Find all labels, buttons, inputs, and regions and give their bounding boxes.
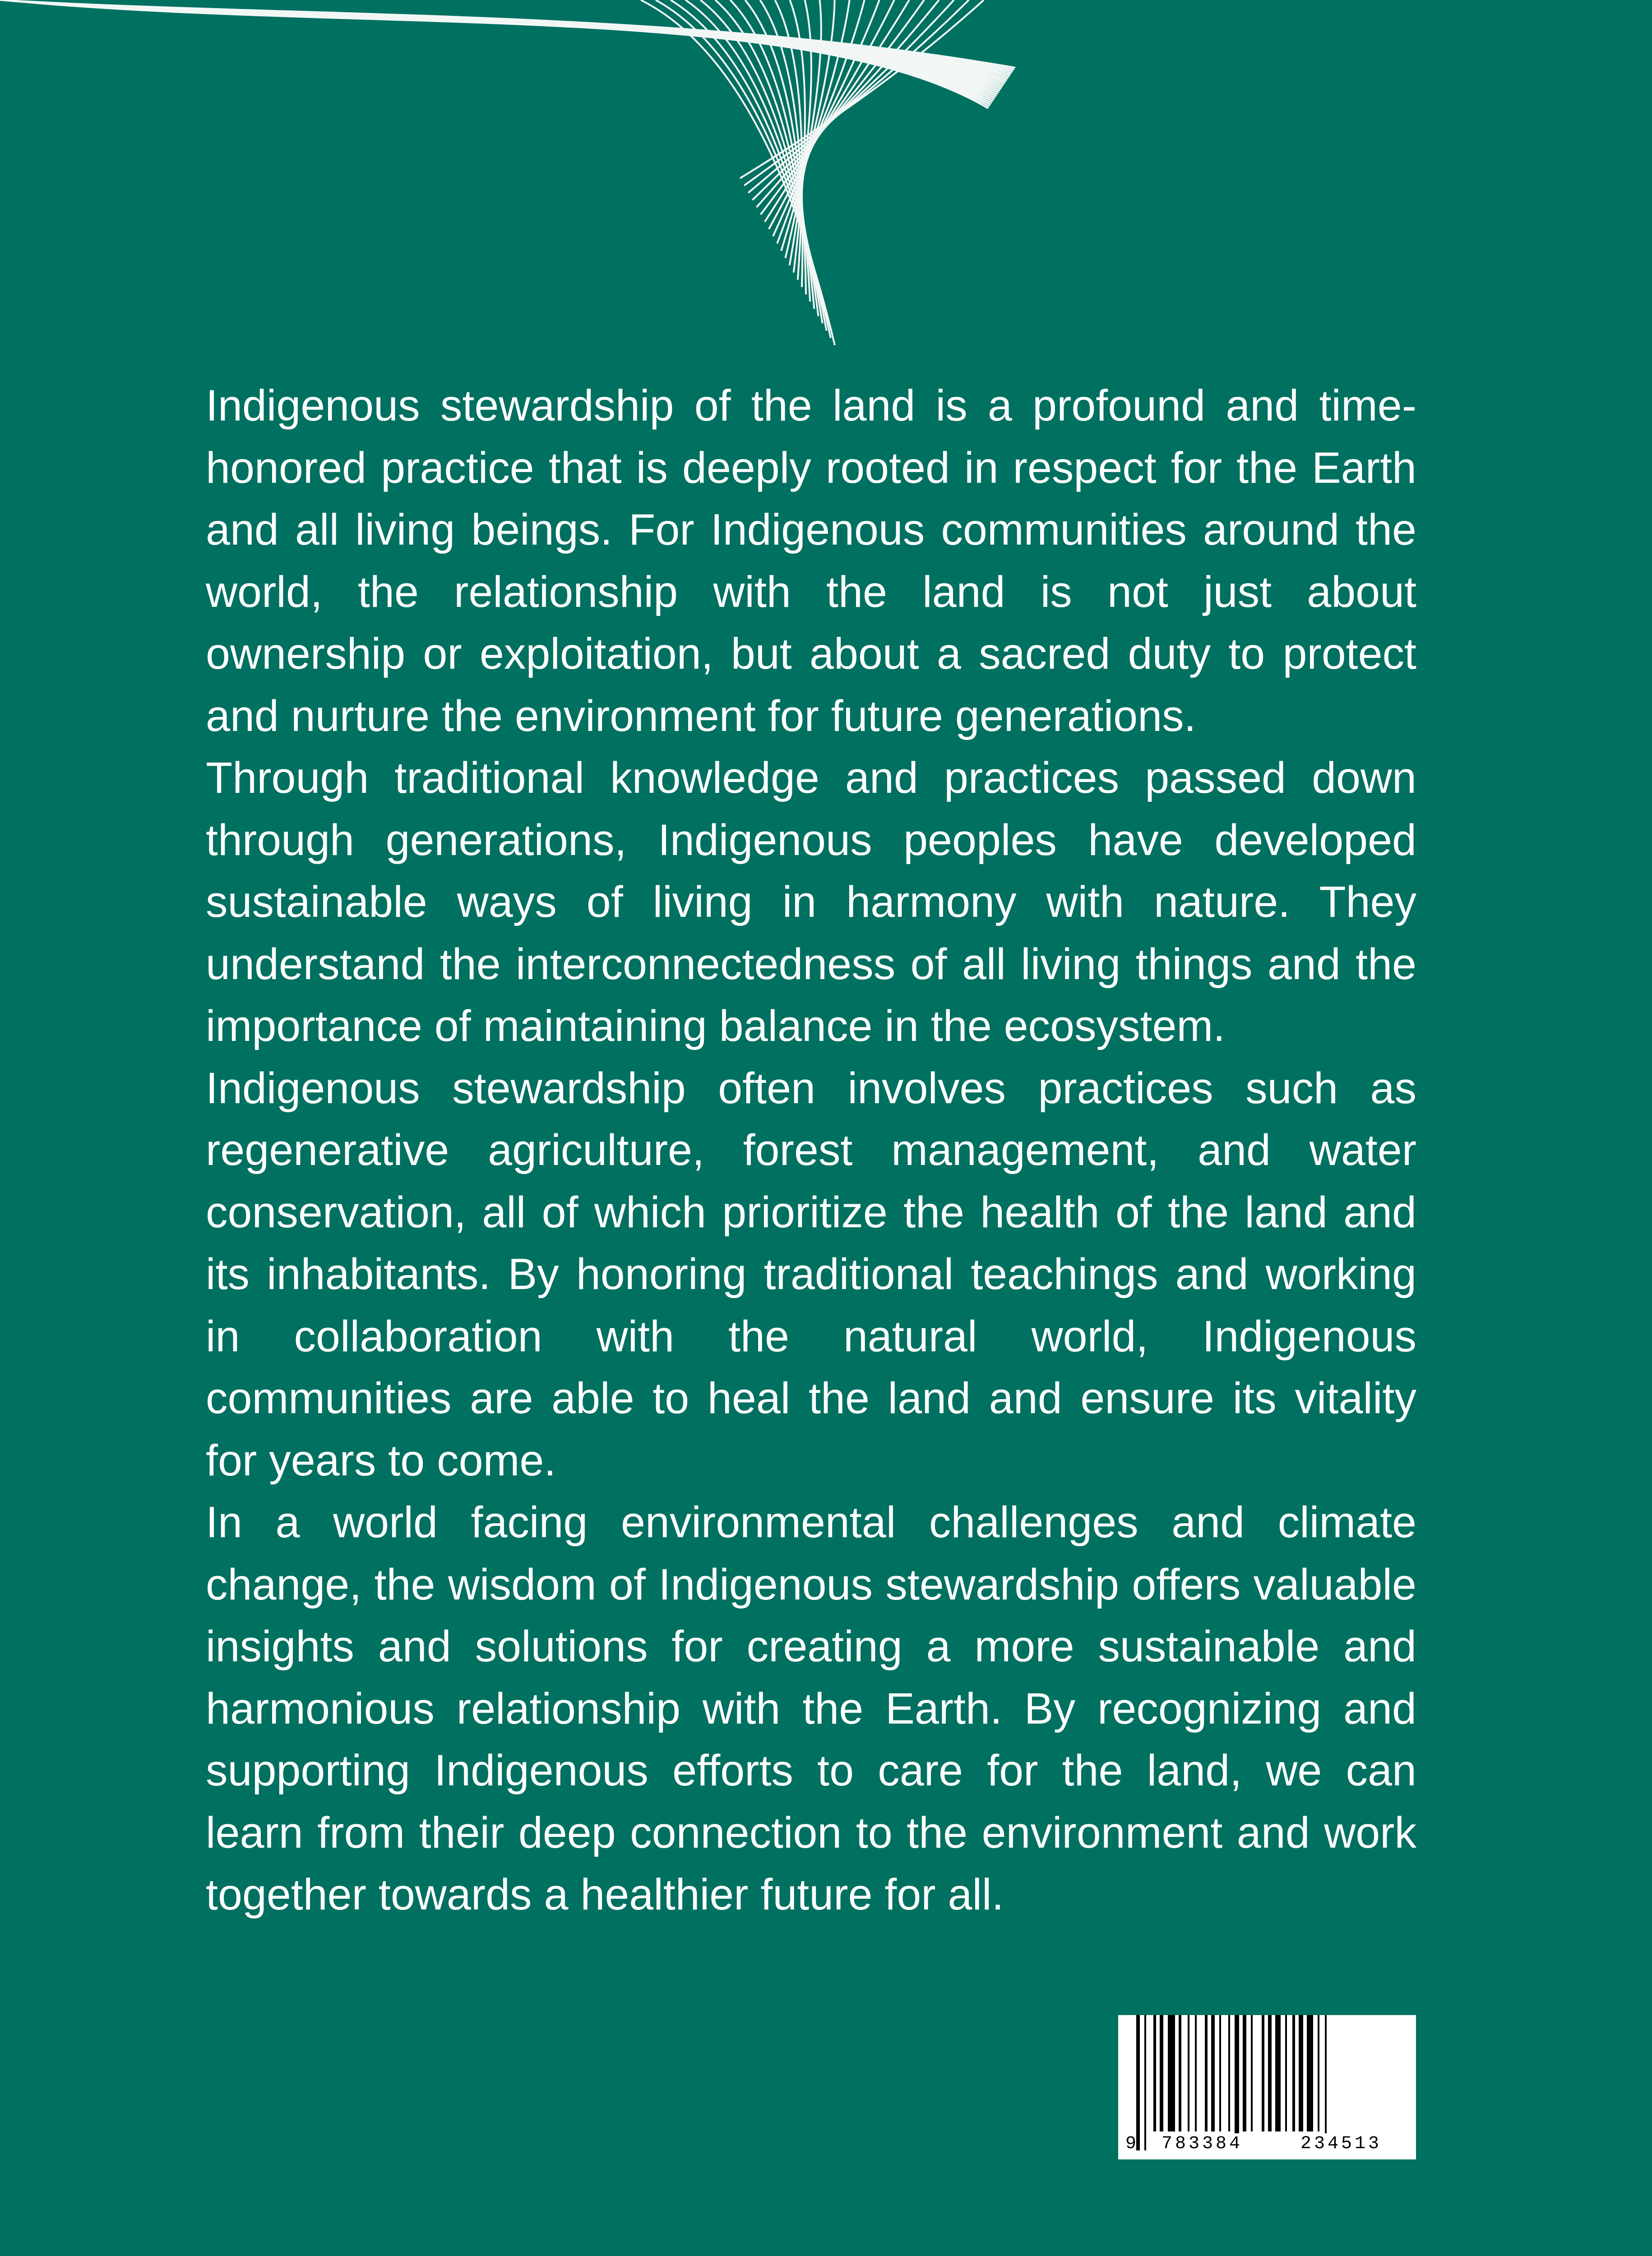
barcode-prefix-digit: 9 (1125, 2134, 1137, 2154)
barcode-bar (1307, 2015, 1313, 2131)
barcode-bar (1325, 2015, 1327, 2150)
barcode-right-digits: 234513 (1300, 2134, 1382, 2154)
barcode-bar (1205, 2015, 1208, 2131)
isbn-barcode (1118, 2015, 1416, 2159)
barcode-bar (1275, 2015, 1281, 2131)
barcode-bar (1168, 2015, 1175, 2131)
barcode-bar (1153, 2015, 1156, 2131)
barcode-bar (1211, 2015, 1215, 2131)
barcode-bar (1285, 2015, 1287, 2131)
barcode-left-digits: 783384 (1161, 2134, 1243, 2154)
blurb-text (206, 374, 1416, 1926)
barcode-bar (1179, 2015, 1181, 2131)
blurb-paragraph-4: In a world facing environmental challenges and climate change, the wisdom of Indigenous stewardship offers valuable insights and solutions for creating a more sustainable and harmonious relationship with the Earth. By recognizing and supporting Indigenous efforts to care for the land, we can learn from their deep connection to the environment and work together towards a healthier future for all. (206, 1498, 1416, 1919)
blurb-paragraph-3: Indigenous stewardship often involves practices such as regenerative agriculture, forest management, and water conservation, all of which prioritize the health of the land and its inhabitants. By honoring traditional teachings and working in collaboration with the natural world, Indigenous communities are able to heal the land and ensure its vitality for years to come. (206, 1063, 1416, 1485)
barcode-bar (1251, 2015, 1253, 2131)
line-wave-decoration (0, 0, 1083, 361)
barcode-bar (1243, 2015, 1246, 2131)
barcode-bar (1160, 2015, 1163, 2131)
barcode-bar (1188, 2015, 1189, 2131)
barcode-bar (1318, 2015, 1319, 2131)
barcode-bar (1144, 2015, 1146, 2150)
barcode-bar (1235, 2015, 1239, 2150)
barcode-bar (1136, 2015, 1140, 2150)
barcode-bar (1195, 2015, 1197, 2131)
barcode-bar (1292, 2015, 1295, 2131)
barcode-bar (1268, 2015, 1272, 2131)
blurb-paragraph-2: Through traditional knowledge and practices passed down through generations, Indigenous peoples have developed sustainable ways of living in harmony with nature. They understand the interconnectedness of all living things and the importance of maintaining balance in the ecosystem. (206, 753, 1416, 1050)
blurb-paragraph-1: Indigenous stewardship of the land is a profound and time-honored practice that is deeply rooted in respect for the Earth and all living beings. For Indigenous communities around the world, the relationship with the land is not just about ownership or exploitation, but about a sacred duty to protect and nurture the environment for future generations. (206, 381, 1416, 740)
barcode-bar (1299, 2015, 1303, 2131)
barcode-bar (1219, 2015, 1221, 2131)
barcode-bar (1228, 2015, 1230, 2131)
barcode-bar (1262, 2015, 1264, 2131)
